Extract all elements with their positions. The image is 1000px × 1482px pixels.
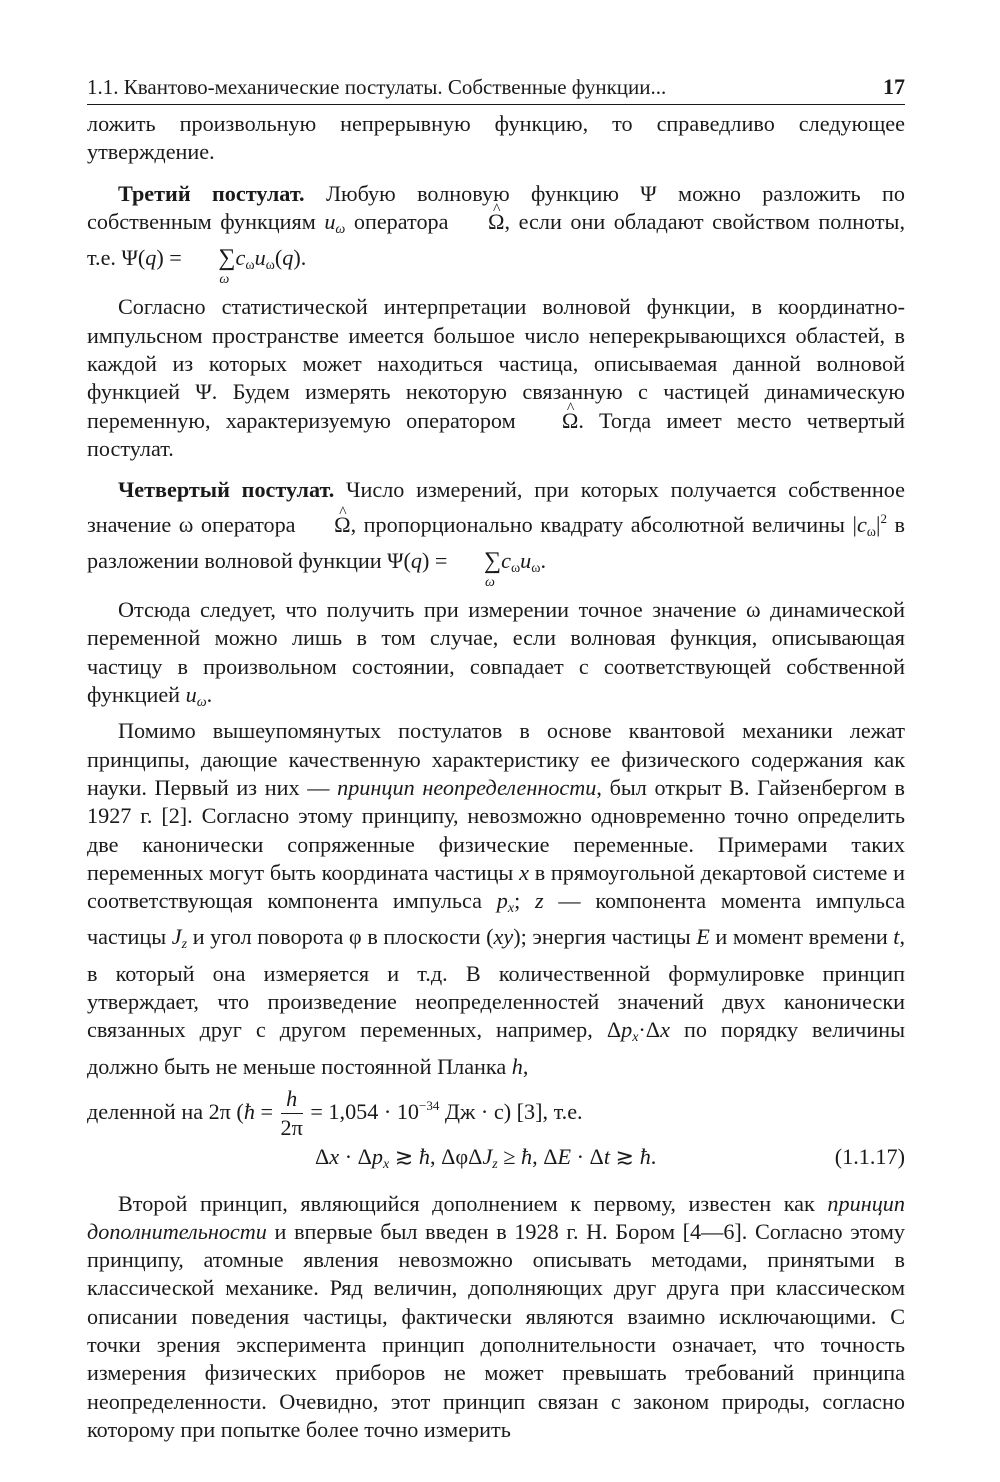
page-body — [87, 110, 905, 1444]
paragraph-uncertainty-principle: Помимо вышеупомянутых постулатов в основе квантовой механики лежат принципы, дающие качественную характеристику ее физического содержания как науки. Первый из них — принцип неопределенности, был открыт В. Гайзенбергом в 1927 г. [2]. Согласно этому принципу, невозможно одновременно точно определить две канонически сопряженные физические переменные. Примерами таких переменных могут быть координата частицы x в прямоугольной декартовой системе и соответствующая компонента импульса px; z — компонента момента импульса частицы Jz и угол поворота φ в плоскости (xy); энергия частицы E и момент времени t, в который она измеряется и т.д. В количественной формулировке принцип утверждает, что произведение неопределенностей значений двух канонически связанных друг с другом переменных, например, Δpx·Δx по порядку величины должно быть не меньше постоянной Планка h, — [87, 718, 906, 1079]
running-title: 1.1. Квантово-механические постулаты. Собственные функции... — [87, 75, 667, 99]
fourth-postulate-heading: Четвертый постулат. — [118, 477, 335, 503]
paragraph-complementarity: Второй принцип, являющийся дополнением к первому, известен как принцип дополнительности и впервые был введен в 1928 г. Н. Бором [4—6]. Согласно этому принципу, атомные явления невозможно описывать методами, принятыми в классической механике. Ряд величин, дополняющих друг друга при классическом описании поведения частицы, фактически являются взаимно исключающими. С точки зрения эксперимента принцип дополнительности означает, что точность измерения физических приборов не может превышать требований принципа неопределенности. Очевидно, этот принцип связан с законом природы, согласно которому при попытке более точно измерить — [87, 1190, 905, 1442]
uncertainty-relations: Δx · Δpx ≳ ħ, ΔφΔJz ≥ ħ, ΔE · Δt ≳ ħ. — [315, 1143, 657, 1172]
math-expansion-short: Ψ(q) = ∑ ω cωuω. — [387, 547, 547, 590]
math-omega-operator: ^ Ω — [303, 511, 351, 539]
paragraph-third-postulate: Третий постулат. Любую волновую функцию Ψ можно разложить по собственным функциям uω оператора ^ Ω, если они обладают свойством полноты, т.е. Ψ(q) = ∑ ω cωuω(q). — [87, 180, 905, 281]
math-omega-operator: ^ Ω — [531, 407, 579, 435]
term-complementarity-principle: принцип дополнительности — [87, 1190, 905, 1244]
page-number: 17 — [883, 74, 905, 99]
paragraph-consequence: Отсюда следует, что получить при измерении точное значение ω динамической переменной можно лишь в том случае, если волновая функция, описывающая частицу в произвольном состоянии, совпадает с соответствующей собственной функцией uω. — [87, 597, 905, 711]
line-planck-constant: деленной на 2π (ħ = $\frac{h}{2\pi}$ = $1,054 \cdot 10^{-34}$ Дж · с) [3], т.е. — [87, 1085, 905, 1143]
paragraph-continuation: ложить произвольную непрерывную функцию, то справедливо следующее утверждение. — [87, 111, 905, 165]
book-page — [87, 74, 905, 1444]
third-postulate-heading: Третий постулат. — [118, 180, 305, 206]
paragraph-fourth-postulate: Четвертый постулат. Число измерений, при которых получается собственное значение ω оператора ^ Ω, пропорционально квадрату абсолютной величины $|c\omega|^2$ в разложении волновой функции Ψ(q) = ∑ ω cωuω. — [87, 476, 905, 583]
math-u-omega: uω — [185, 682, 207, 711]
paragraph-statistical-interpretation: Согласно статистической интерпретации волновой функции, в координатно-импульсном пространстве имеется большое число неперекрывающихся областей, в каждой из которых может находиться частица, описываемая данной волновой функцией Ψ. Будем измерять некоторую связанную с частицей динамическую переменную, характеризуемую оператором ^ Ω. Тогда имеет место четвертый постулат. — [87, 293, 905, 463]
math-expansion: Ψ(q) = ∑ ω cωuω(q). — [121, 245, 307, 288]
equation-1-1-17 — [87, 1143, 905, 1173]
running-header — [87, 74, 905, 105]
math-omega-operator: ^ Ω — [457, 208, 505, 236]
equation-number: (1.1.17) — [834, 1143, 905, 1169]
term-uncertainty-principle: принцип неопределенности — [337, 774, 597, 800]
math-u-omega: uω — [324, 208, 346, 237]
fraction-h-over-2pi: $\frac{h}{2\pi}$ — [280, 1085, 303, 1141]
math-abs-c-squared: $|c\omega|^2$ — [852, 510, 887, 540]
